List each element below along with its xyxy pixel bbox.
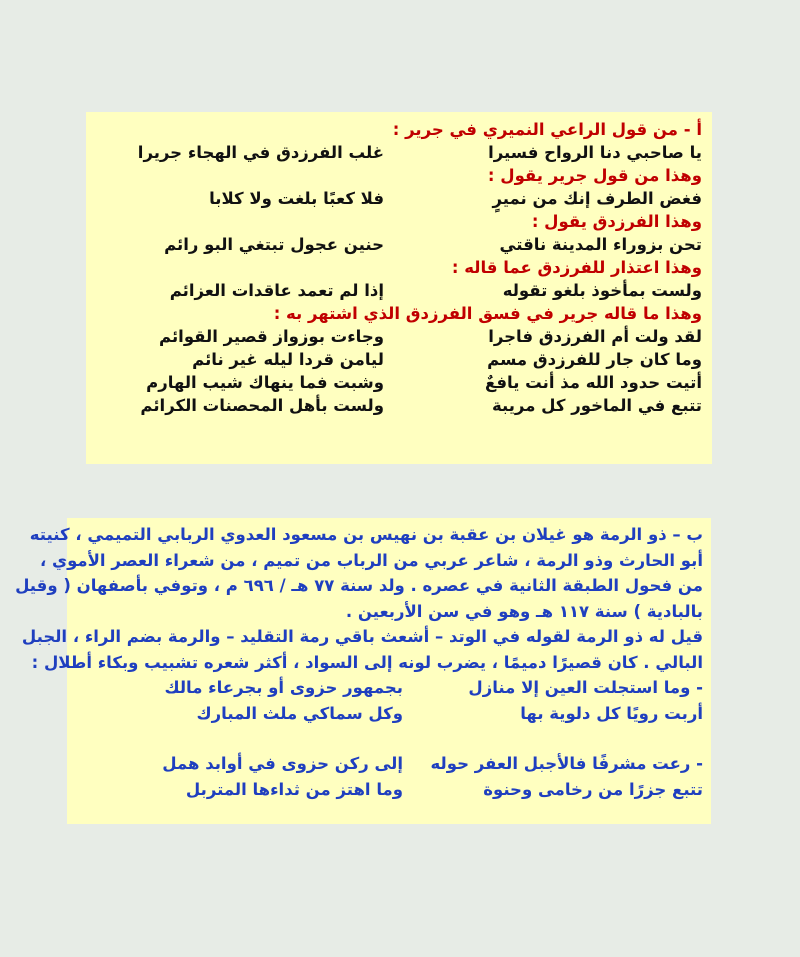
section-a-heading-4: وهذا اعتذار للفرزدق عما قاله : (451, 258, 702, 277)
verse-line (96, 279, 702, 302)
section-a-heading-3: وهذا الفرزدق يقول : (531, 212, 702, 231)
paragraph-line: البالي . كان قصيرًا دميمًا ، يضرب لونه إلى السواد ، أكثر شعره تشبيب وبكاء أطلال : (31, 652, 703, 672)
section-a-heading-2: وهذا من قول جرير يقول : (487, 166, 702, 185)
verse-first-hemistich: وما كان جار للفرزدق مسم (487, 350, 702, 369)
paragraph-line: من فحول الطبقة الثانية في عصره . ولد سنة ٧٧ هـ / ٦٩٦ م ، وتوفي بأصفهان ( وقيل (15, 576, 703, 595)
verse-first-hemistich: لقد ولت أم الفرزدق فاجرا (488, 327, 702, 346)
verse-second-hemistich: وكل سماكي ملث المبارك (196, 703, 403, 723)
section-a-heading-5: وهذا ما قاله جرير في فسق الفرزدق الذي اشتهر به : (273, 304, 702, 323)
verse-second-hemistich: بجمهور حزوى أو بجرعاء مالك (164, 678, 403, 697)
verse-line (75, 701, 703, 727)
verse-first-hemistich: - رعت مشرفًا فالأجبل العفر حوله (430, 754, 703, 773)
verse-first-hemistich: فغض الطرف إنك من نميرٍ (492, 189, 702, 208)
section-a-heading-1: أ - من قول الراعي النميري في جرير : (392, 120, 702, 139)
verse-second-hemistich: ليامن قردا ليله غير نائم (192, 350, 384, 369)
verse-line (96, 187, 702, 210)
verse-line (96, 371, 702, 394)
verse-line (75, 675, 703, 701)
verse-second-hemistich: حنين عجول تبتغي البو رائم (164, 235, 384, 254)
verse-second-hemistich: غلب الفرزدق في الهجاء جريرا (137, 143, 384, 162)
blank-line (75, 726, 703, 751)
verse-second-hemistich: إذا لم تعمد عاقدات العزائم (169, 281, 384, 300)
verse-line (96, 233, 702, 256)
verse-second-hemistich: ولست بأهل المحصنات الكرائم (140, 396, 384, 415)
paragraph-line: قيل له ذو الرمة لقوله في الوتد – أشعث باقي رمة التقليد – والرمة بضم الراء ، الجبل (21, 627, 703, 646)
verse-first-hemistich: تتبع في الماخور كل مريبة (492, 396, 702, 415)
paragraph-line: ب – ذو الرمة هو غيلان بن عقبة بن نهيس بن مسعود العدوي الربابي التميمي ، كنيته (29, 525, 703, 544)
verse-first-hemistich: أتيت حدود الله مذ أنت يافعٌ (484, 373, 702, 392)
section-a-box (86, 112, 712, 464)
paragraph-line: أبو الحارث وذو الرمة ، شاعر عربي من الرباب من تميم ، من شعراء العصر الأموي ، (39, 550, 703, 570)
verse-second-hemistich: وما اهتز من ثداءها المتربل (185, 779, 403, 799)
verse-line (75, 777, 703, 803)
verse-first-hemistich: تحن بزوراء المدينة ناقتي (499, 235, 702, 254)
verse-second-hemistich: وشبت فما ينهاك شيب الهارم (146, 373, 384, 392)
verse-line (96, 141, 702, 164)
verse-first-hemistich: يا صاحبي دنا الرواح فسيرا (488, 143, 702, 162)
paragraph-line: بالبادية ) سنة ١١٧ هـ وهو في سن الأربعين . (345, 601, 703, 621)
verse-second-hemistich: إلى ركن حزوى في أوابد همل (162, 754, 403, 773)
verse-first-hemistich: تتبع جزرًا من رخامى وحنوة (483, 779, 703, 799)
verse-line (96, 394, 702, 417)
verse-second-hemistich: وجاءت بوزواز قصير القوائم (159, 327, 384, 346)
verse-line (96, 325, 702, 348)
verse-second-hemistich: فلا كعبًا بلغت ولا كلابا (209, 189, 384, 208)
verse-first-hemistich: أربت رويًا كل دلوية بها (520, 703, 703, 723)
verse-first-hemistich: - وما استجلت العين إلا منازل (468, 678, 703, 697)
section-b-box (15, 518, 711, 824)
verse-first-hemistich: ولست بمأخوذ بلغو تقوله (502, 281, 702, 300)
verse-line (96, 348, 702, 371)
verse-line (75, 751, 703, 777)
